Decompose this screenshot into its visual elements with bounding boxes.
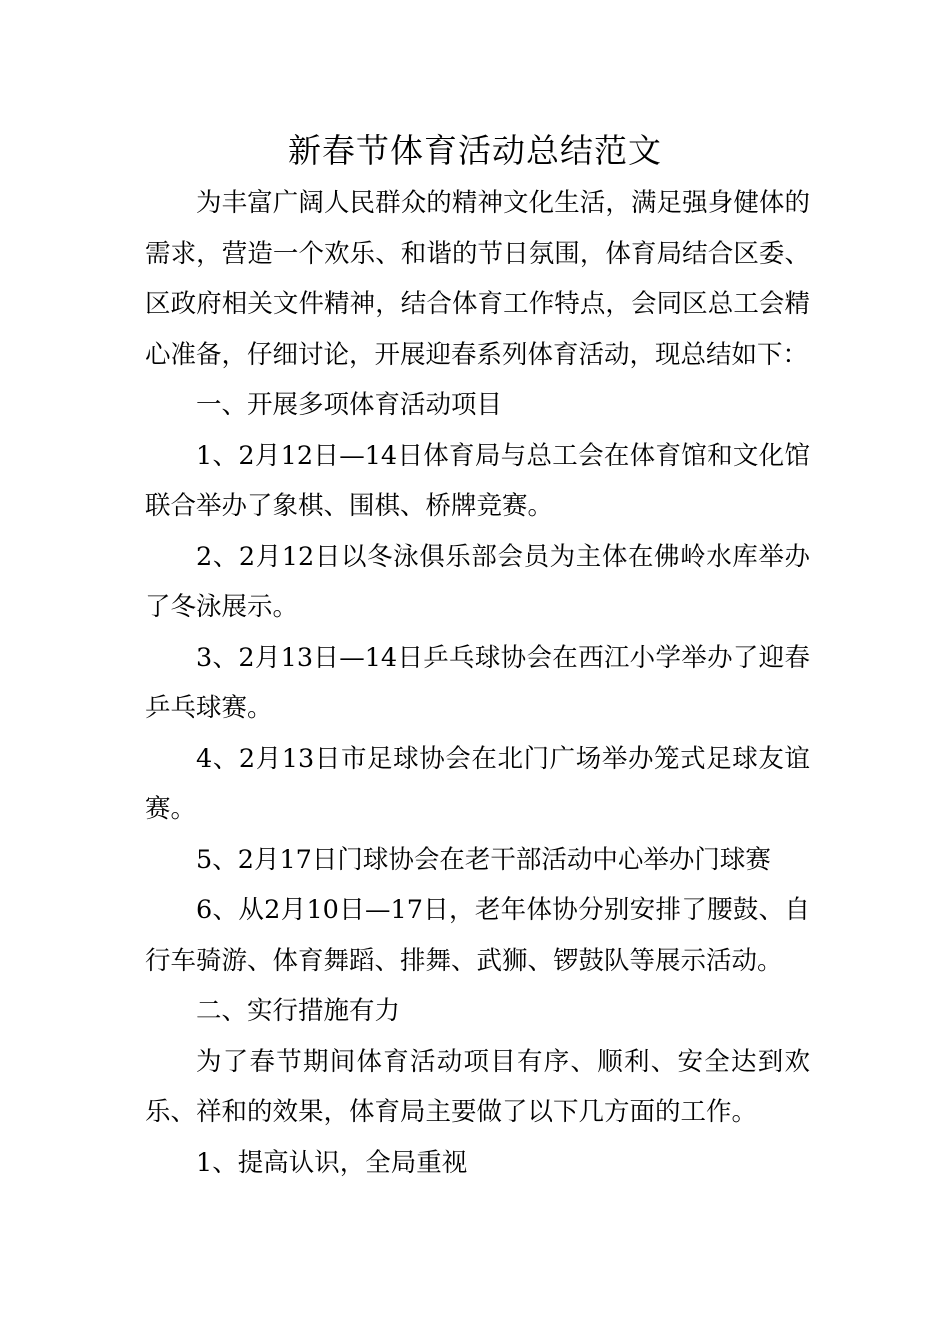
section-heading-2: 二、实行措施有力 bbox=[196, 996, 401, 1026]
list-item-6: 6、从2月10日—17日，老年体协分别安排了腰鼓、自行车骑游、体育舞蹈、排舞、武狮、锣鼓队等展示活动。 bbox=[145, 895, 810, 976]
list-item-4: 4、2月13日市足球协会在北门广场举办笼式足球友谊赛。 bbox=[145, 743, 810, 824]
section-heading-1: 一、开展多项体育活动项目 bbox=[196, 390, 503, 420]
list-item-3: 3、2月13日—14日乒乓球协会在西江小学举办了迎春乒乓球赛。 bbox=[145, 642, 810, 723]
sub-heading-1: 1、提高认识，全局重视 bbox=[196, 1147, 468, 1178]
document-title: 新春节体育活动总结范文 bbox=[288, 131, 662, 170]
intro-paragraph: 为丰富广阔人民群众的精神文化生活，满足强身健体的需求，营造一个欢乐、和谐的节日氛围，体育局结合区委、区政府相关文件精神，结合体育工作特点，会同区总工会精心准备，仔细讨论，开展迎春系列体育活动，现总结如下： bbox=[145, 188, 810, 370]
measures-paragraph: 为了春节期间体育活动项目有序、顺利、安全达到欢乐、祥和的效果，体育局主要做了以下几方面的工作。 bbox=[145, 1046, 810, 1127]
list-item-5: 5、2月17日门球协会在老干部活动中心举办门球赛 bbox=[196, 844, 771, 875]
document-body bbox=[145, 178, 810, 1188]
list-item-2: 2、2月12日以冬泳俱乐部会员为主体在佛岭水库举办了冬泳展示。 bbox=[145, 541, 810, 622]
list-item-1: 1、2月12日—14日体育局与总工会在体育馆和文化馆联合举办了象棋、围棋、桥牌竞赛。 bbox=[145, 440, 810, 521]
